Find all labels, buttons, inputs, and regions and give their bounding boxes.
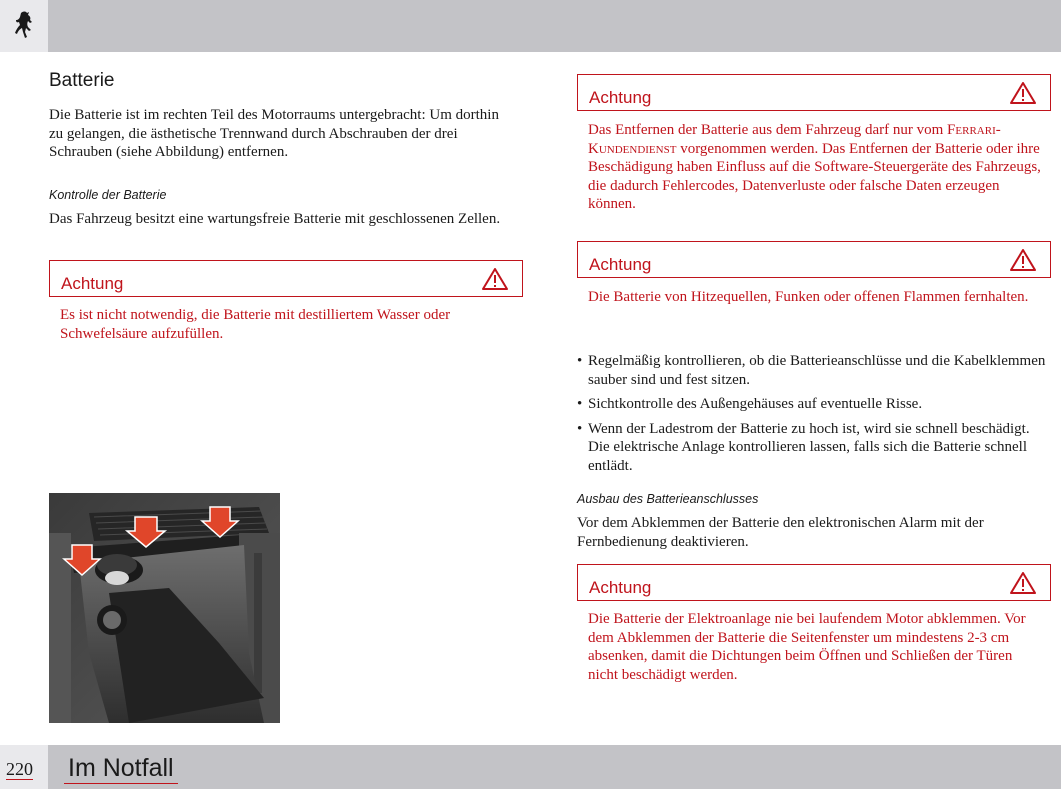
warning-text-4: Die Batterie der Elektroanlage nie bei laufendem Motor abklemmen. Vor dem Abklemmen der Batterie die Seitenfenster um mindestens 2-3 cm absenken, damit die Dichtungen beim Öffnen und Schließen der Türen nicht beschädigt werden. [588,611,1026,683]
warning-text-3: Die Batterie von Hitzequellen, Funken oder offenen Flammen fernhalten. [588,289,1029,305]
bullet: • [577,353,583,369]
check-list [577,352,1047,481]
warning-text-1: Es ist nicht notwendig, die Batterie mit destilliertem Wasser oder Schwefelsäure aufzufüllen. [60,307,451,342]
section-title: Im Notfall [64,753,178,784]
logo-box [0,0,48,52]
warning-text-2: Das Entfernen der Batterie aus dem Fahrzeug darf nur vom Ferrari-Kundendienst vorgenommen werden. Das Entfernen der Batterie oder ihre Beschädigung haben Einfluss auf die Software-Steuergeräte des Fahrzeugs, die dadurch Fehlercodes, Datenverluste oder falsche Daten erzeugen können. [588,122,1041,212]
warning-triangle-icon [1009,81,1037,105]
warning-title: Achtung [61,274,124,293]
warning-box-4 [577,564,1051,601]
warning-box-2 [577,74,1051,111]
warning-title: Achtung [589,255,652,274]
warning-box-1 [49,260,523,297]
list-item: • Sichtkontrolle des Außengehäuses auf eventuelle Risse. [577,396,923,412]
bullet: • [577,420,583,437]
header-bar [0,0,1061,52]
bullet: • [577,396,583,412]
list-item: • Regelmäßig kontrollieren, ob die Batterieanschlüsse und die Kabelklemmen sauber sind und fest sitzen. [577,353,1046,388]
intro-paragraph: Die Batterie ist im rechten Teil des Motorraums untergebracht: Um dorthin zu gelangen, die ästhetische Trennwand durch Abschrauben der drei Schrauben (siehe Abbildung) entfernen. [49,107,499,160]
warning-box-3 [577,241,1051,278]
engine-compartment-photo [49,493,280,723]
warning-title: Achtung [589,578,652,597]
page-title: Batterie [49,70,115,91]
page-number: 220 [6,759,33,779]
warning-triangle-icon [1009,571,1037,595]
warning-title: Achtung [589,88,652,107]
subheading-kontrolle: Kontrolle der Batterie [49,188,167,202]
ausbau-paragraph: Vor dem Abklemmen der Batterie den elektronischen Alarm mit der Fernbedienung deaktivieren. [577,515,984,550]
subheading-ausbau: Ausbau des Batterieanschlusses [577,492,759,506]
ferrari-kundendienst-text: Ferrari-Kundendienst [588,122,1001,157]
kontrolle-paragraph: Das Fahrzeug besitzt eine wartungsfreie Batterie mit geschlossenen Zellen. [49,211,501,227]
list-item: • Wenn der Ladestrom der Batterie zu hoch ist, wird sie schnell beschädigt. Die elektrische Anlage kontrollieren lassen, falls sich die Batterie schnell entlädt. [577,420,1030,474]
warning-triangle-icon [481,267,509,291]
prancing-horse-icon [12,10,36,40]
warning-triangle-icon [1009,248,1037,272]
